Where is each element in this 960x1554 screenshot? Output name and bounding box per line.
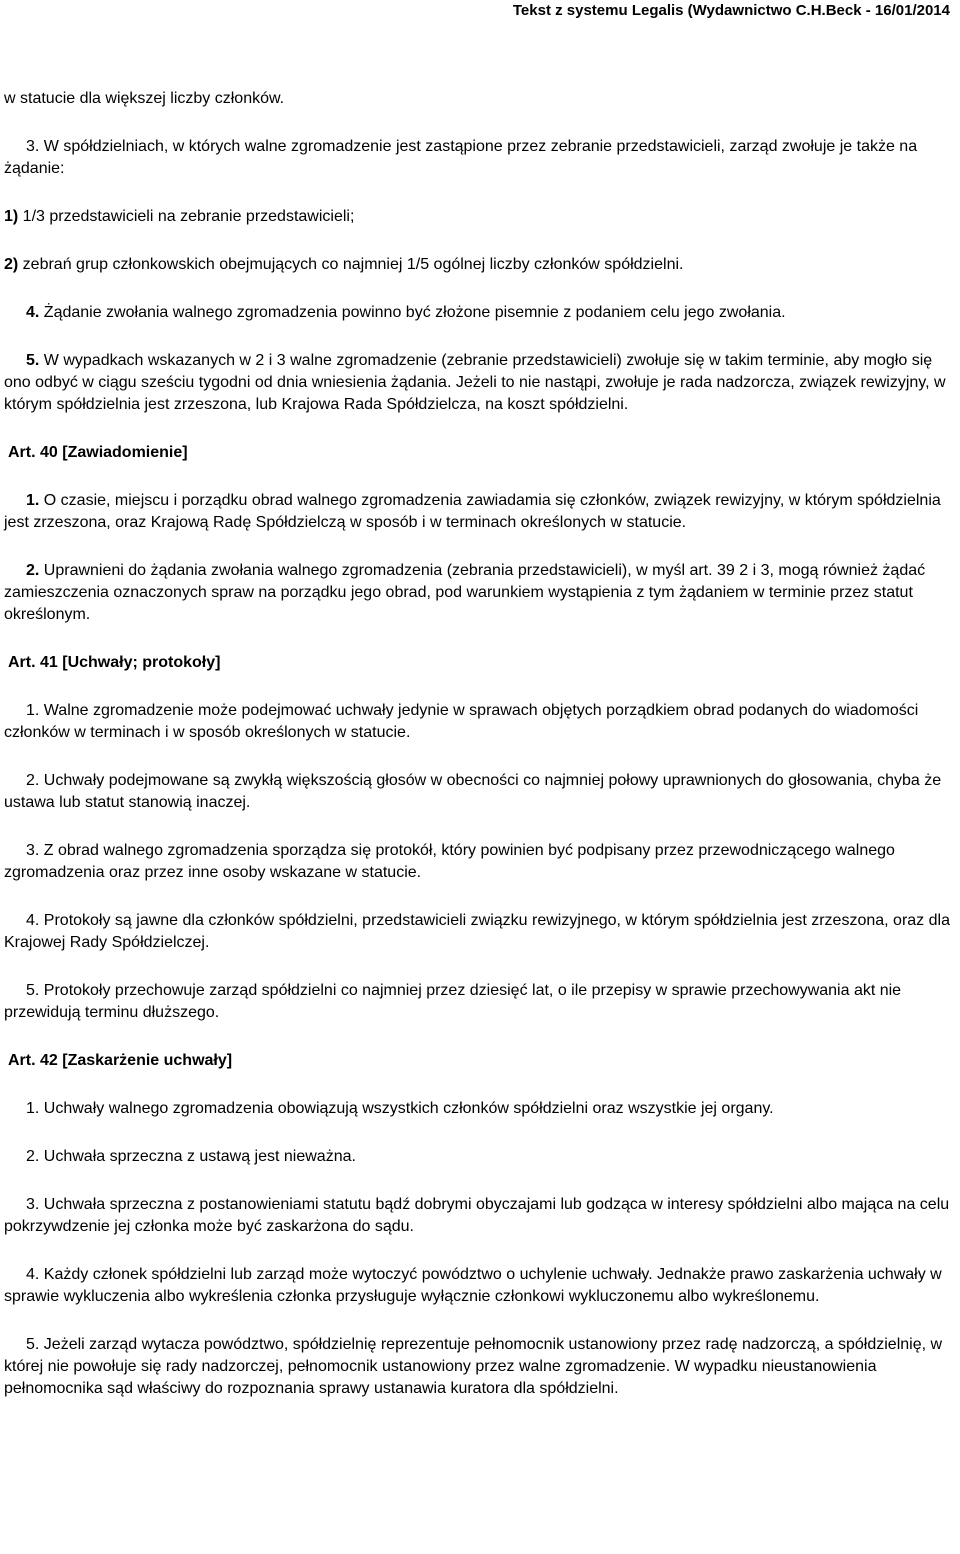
paragraph-number: 4.: [26, 1266, 40, 1283]
paragraph-text: Uprawnieni do żądania zwołania walnego zgromadzenia (zebrania przedstawicieli), w myśl art. 39 2 i 3, mogą również żądać zamieszczenia oznaczonych spraw na porządku jego obrad, pod warunkiem wystąpienia z tym żądaniem w terminie przez statut określonym.: [4, 562, 926, 623]
point-number: 1): [4, 208, 19, 225]
paragraph-number: 2.: [26, 562, 40, 579]
paragraph-text: Walne zgromadzenie może podejmować uchwały jedynie w sprawach objętych porządkiem obrad podanych do wiadomości członków w terminach i w sposób określonych w statucie.: [4, 702, 919, 741]
paragraph-text: Protokoły są jawne dla członków spółdzielni, przedstawicieli związku rewizyjnego, w którym spółdzielnia jest zrzeszona, oraz dla Krajowej Rady Spółdzielczej.: [4, 912, 950, 951]
point-1: [4, 206, 954, 228]
paragraph-number: 1.: [26, 492, 40, 509]
paragraph-5: [4, 350, 954, 416]
paragraph-number: 3.: [26, 138, 40, 155]
point-number: 2): [4, 256, 19, 273]
paragraph-number: 1.: [26, 702, 40, 719]
paragraph-number: 5.: [26, 982, 40, 999]
page-header: Tekst z systemu Legalis (Wydawnictwo C.H.Beck - 16/01/2014: [512, 2, 950, 19]
paragraph-number: 5.: [26, 352, 40, 369]
document-body: [4, 88, 954, 1400]
point-text: zebrań grup członkowskich obejmujących co najmniej 1/5 ogólnej liczby członków spółdzielni.: [18, 256, 684, 273]
article-title: Art. 41 [Uchwały; protokoły]: [8, 654, 221, 671]
paragraph-text: W spółdzielniach, w których walne zgromadzenie jest zastąpione przez zebranie przedstawicieli, zarząd zwołuje je także na żądanie:: [4, 138, 918, 177]
paragraph-4: [4, 302, 954, 324]
paragraph-1: [4, 700, 954, 744]
paragraph-text: Uchwała sprzeczna z postanowieniami statutu bądź dobrymi obyczajami lub godząca w interesy spółdzielni albo mająca na celu pokrzywdzenie jej członka może być zaskarżona do sądu.: [4, 1196, 950, 1235]
paragraph-number: 4.: [26, 912, 40, 929]
paragraph-text: Protokoły przechowuje zarząd spółdzielni co najmniej przez dziesięć lat, o ile przepisy w sprawie przechowywania akt nie przewidują terminu dłuższego.: [4, 982, 902, 1021]
article-title: Art. 40 [Zawiadomienie]: [8, 444, 188, 461]
paragraph-text: w statucie dla większej liczby członków.: [4, 90, 285, 107]
paragraph-1: [4, 1098, 954, 1120]
paragraph-2: [4, 560, 954, 626]
point-2: [4, 254, 954, 276]
paragraph-3: [4, 136, 954, 180]
paragraph-text: Z obrad walnego zgromadzenia sporządza się protokół, który powinien być podpisany przez przewodniczącego walnego zgromadzenia oraz przez inne osoby wskazane w statucie.: [4, 842, 895, 881]
paragraph-text: Uchwała sprzeczna z ustawą jest nieważna.: [39, 1148, 356, 1165]
paragraph-number: 2.: [26, 772, 40, 789]
paragraph-text: Żądanie zwołania walnego zgromadzenia powinno być złożone pisemnie z podaniem celu jego zwołania.: [39, 304, 786, 321]
paragraph-5: [4, 980, 954, 1024]
paragraph-5: [4, 1334, 954, 1400]
paragraph-4: [4, 1264, 954, 1308]
paragraph-text: Jeżeli zarząd wytacza powództwo, spółdzielnię reprezentuje pełnomocnik ustanowiony przez radę nadzorczą, a spółdzielnię, w której nie powołuje się rady nadzorczej, pełnomocnik ustanowiony przez walne zgromadzenie. W wypadku nieustanowienia pełnomocnika sąd właściwy do rozpoznania sprawy ustanawia kuratora dla spółdzielni.: [4, 1336, 943, 1397]
paragraph: [4, 88, 954, 110]
paragraph-text: W wypadkach wskazanych w 2 i 3 walne zgromadzenie (zebranie przedstawicieli) zwołuje się w takim terminie, aby mogło się ono odbyć w ciągu sześciu tygodni od dnia wniesienia żądania. Jeżeli to nie nastąpi, zwołuje je rada nadzorcza, związek rewizyjny, w którym spółdzielnia jest zrzeszona, lub Krajowa Rada Spółdzielcza, na koszt spółdzielni.: [4, 352, 946, 413]
paragraph-number: 3.: [26, 1196, 40, 1213]
paragraph-number: 2.: [26, 1148, 40, 1165]
paragraph-2: [4, 1146, 954, 1168]
paragraph-number: 4.: [26, 304, 40, 321]
paragraph-text: Uchwały walnego zgromadzenia obowiązują wszystkich członków spółdzielni oraz wszystkie jej organy.: [39, 1100, 774, 1117]
paragraph-number: 5.: [26, 1336, 40, 1353]
paragraph-4: [4, 910, 954, 954]
paragraph-number: 3.: [26, 842, 40, 859]
paragraph-text: Uchwały podejmowane są zwykłą większością głosów w obecności co najmniej połowy uprawnionych do głosowania, chyba że ustawa lub statut stanowią inaczej.: [4, 772, 942, 811]
paragraph-1: [4, 490, 954, 534]
paragraph-text: Każdy członek spółdzielni lub zarząd może wytoczyć powództwo o uchylenie uchwały. Jednakże prawo zaskarżenia uchwały w sprawie wykluczenia albo wykreślenia członka przysługuje wyłącznie członkowi wykluczonemu albo wykreślonemu.: [4, 1266, 942, 1305]
article-title: Art. 42 [Zaskarżenie uchwały]: [8, 1052, 233, 1069]
paragraph-3: [4, 840, 954, 884]
paragraph-number: 1.: [26, 1100, 40, 1117]
paragraph-3: [4, 1194, 954, 1238]
paragraph-2: [4, 770, 954, 814]
paragraph-text: O czasie, miejscu i porządku obrad walnego zgromadzenia zawiadamia się członków, związek rewizyjny, w którym spółdzielnia jest zrzeszona, oraz Krajową Radę Spółdzielczą w sposób i w terminach określonych w statucie.: [4, 492, 941, 531]
point-text: 1/3 przedstawicieli na zebranie przedstawicieli;: [18, 208, 355, 225]
